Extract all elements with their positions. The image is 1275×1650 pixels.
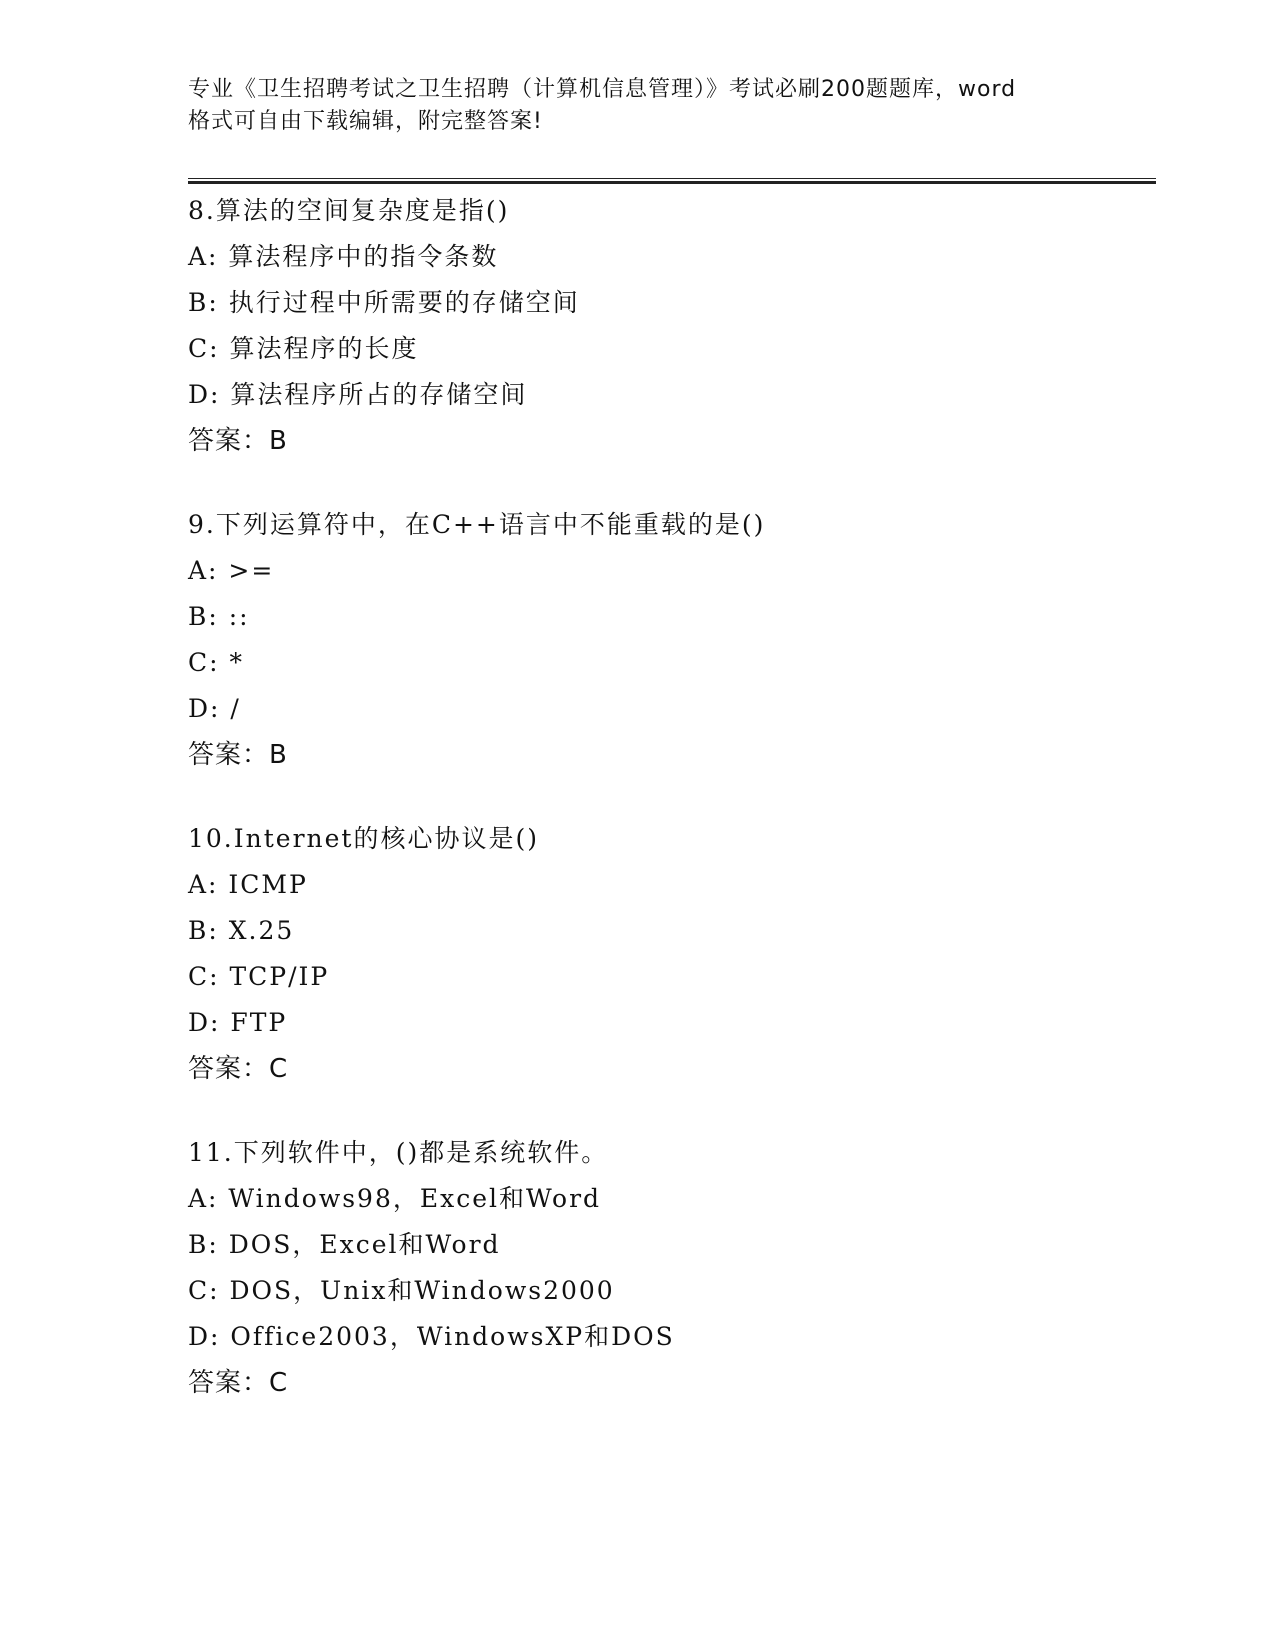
option-c: C: TCP/IP: [188, 962, 330, 991]
header-line-2: 格式可自由下载编辑，附完整答案!: [188, 109, 543, 134]
header-divider-thick: [188, 181, 1156, 184]
header-line-1: 专业《卫生招聘考试之卫生招聘（计算机信息管理）》考试必刷200题题库，word: [188, 77, 1017, 102]
answer-line: 答案：B: [188, 740, 288, 770]
option-c: C: *: [188, 648, 244, 677]
document-header: [188, 74, 1088, 138]
option-a: A: ICMP: [188, 870, 308, 899]
question-9: [188, 502, 1148, 778]
question-10: [188, 816, 1148, 1092]
question-11: [188, 1130, 1148, 1406]
option-a: A: Windows98，Excel和Word: [188, 1184, 602, 1213]
option-c: C: 算法程序的长度: [188, 334, 419, 363]
answer-line: 答案：C: [188, 1368, 289, 1398]
question-stem: 9.下列运算符中，在C++语言中不能重载的是(): [188, 510, 766, 539]
answer-line: 答案：C: [188, 1054, 289, 1084]
question-stem: 11.下列软件中，()都是系统软件。: [188, 1138, 609, 1167]
option-a: A: >=: [188, 556, 275, 585]
option-c: C: DOS，Unix和Windows2000: [188, 1276, 615, 1305]
question-list: [188, 188, 1148, 1444]
option-d: D: 算法程序所占的存储空间: [188, 380, 528, 409]
option-a: A: 算法程序中的指令条数: [188, 242, 499, 271]
option-d: D: Office2003，WindowsXP和DOS: [188, 1322, 675, 1351]
option-b: B: 执行过程中所需要的存储空间: [188, 288, 580, 317]
question-8: [188, 188, 1148, 464]
question-stem: 8.算法的空间复杂度是指(): [188, 196, 510, 225]
answer-line: 答案：B: [188, 426, 288, 456]
option-d: D: FTP: [188, 1008, 288, 1037]
header-divider-thin: [188, 178, 1156, 179]
option-b: B: DOS，Excel和Word: [188, 1230, 501, 1259]
option-b: B: X.25: [188, 916, 295, 945]
question-stem: 10.Internet的核心协议是(): [188, 824, 539, 853]
option-b: B: ::: [188, 602, 250, 631]
option-d: D: /: [188, 694, 241, 723]
